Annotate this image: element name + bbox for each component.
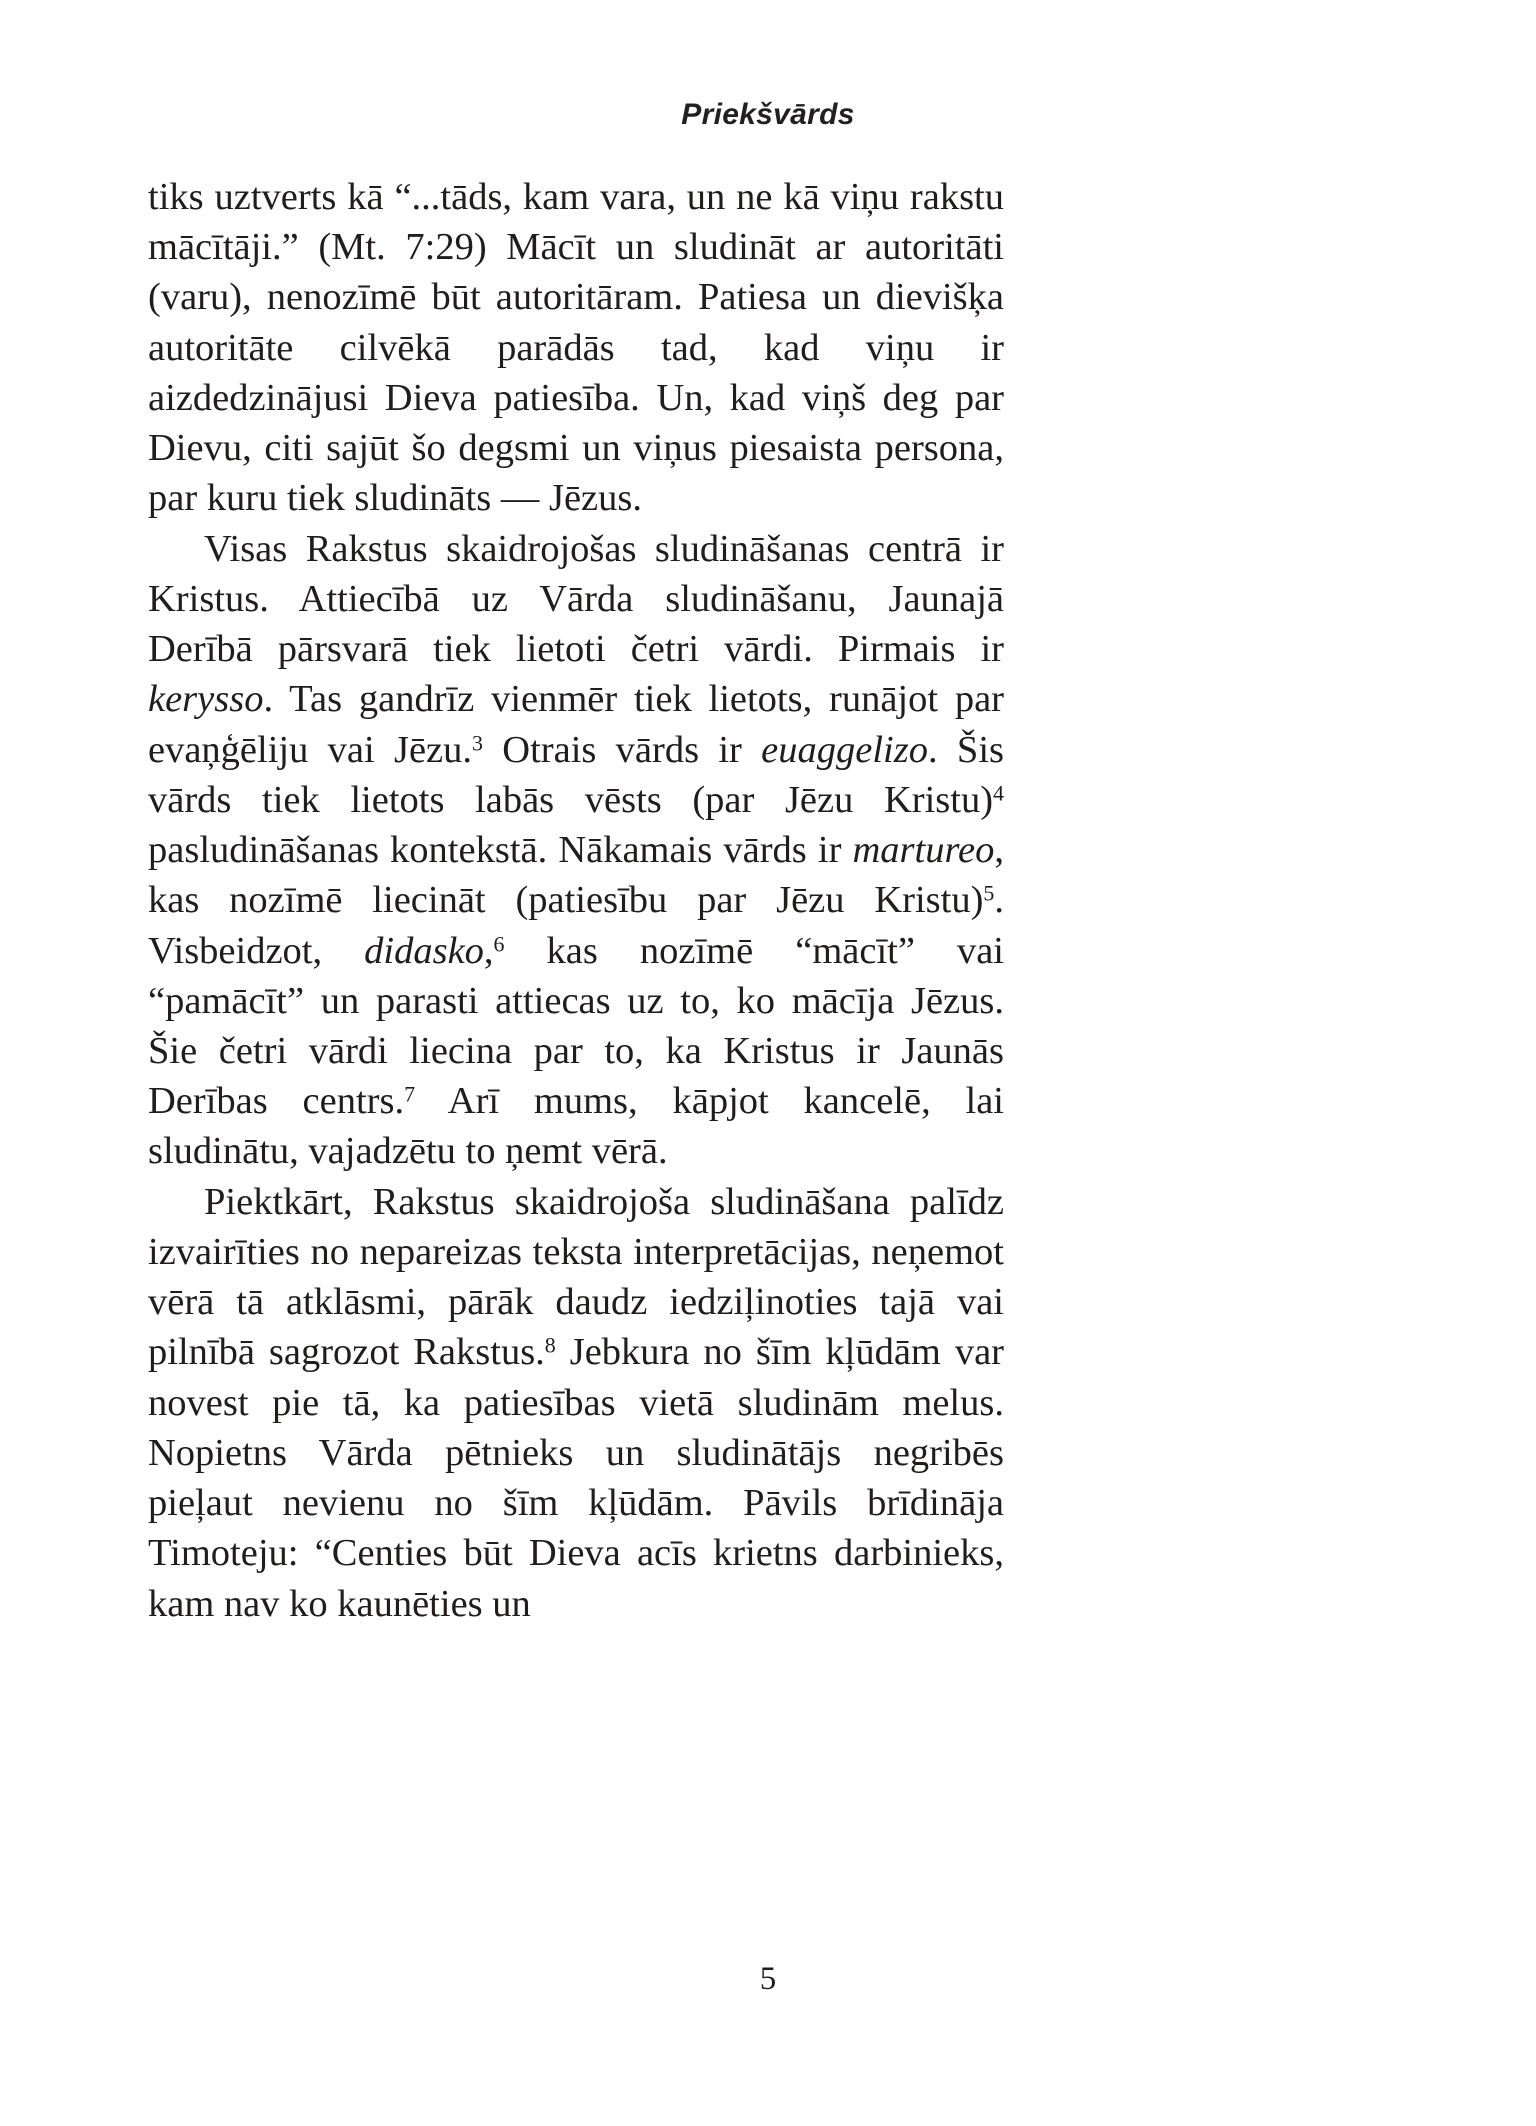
text-run: , kas nozīmē liecināt (patiesību par Jēzu Kristu) xyxy=(148,829,1004,922)
text-run: kas nozīmē “mācīt” vai “pamācīt” un parasti attiecas uz to, ko mācīja Jēzus. Šie četri vārdi liecina par to, ka Kristus ir Jaunās Derības centrs. xyxy=(148,929,1004,1123)
text-run: Arī mums, kāpjot kancelē, lai sludinātu, vajadzētu to ņemt vērā. xyxy=(148,1080,1005,1173)
footnote-marker[interactable]: 3 xyxy=(472,730,483,756)
footnote-marker[interactable]: 5 xyxy=(983,880,995,906)
text-run: Visas Rakstus skaidrojošas sludināšanas centrā ir Kristus. Attiecībā uz Vārda sludināšanu, Jaunajā Derībā pārsvarā tiek lietoti četri vārdi. Pirmais ir xyxy=(148,527,1004,671)
footnote-marker[interactable]: 8 xyxy=(544,1332,556,1358)
text-run: Jebkura no šīm kļūdām var novest pie tā, ka patiesības vietā sludinām melus. Nopietns Vārda pētnieks un sludinātājs negribēs pieļaut nevienu no šīm kļūdām. Pāvils brīdināja Timoteju: “Centies būt Dieva acīs krietns darbinieks, kam nav ko kaunēties un xyxy=(148,1331,1004,1625)
page-number: 5 xyxy=(759,1961,777,1997)
paragraph xyxy=(148,524,1004,1177)
paragraph xyxy=(148,1177,1004,1629)
running-head: Priekšvārds xyxy=(681,98,855,131)
footnote-marker[interactable]: 6 xyxy=(493,931,505,957)
text-run: , xyxy=(483,929,494,972)
text-run: . Tas gandrīz vienmēr tiek lietots, runājot par evaņģēliju vai Jēzu. xyxy=(148,678,1004,771)
text-run: Piektkārt, Rakstus skaidrojoša sludināšana palīdz izvairīties no nepareizas teksta interpretācijas, neņemot vērā tā atklāsmi, pārāk daudz iedziļinoties tajā vai pilnībā sagrozot Rakstus. xyxy=(148,1180,1004,1374)
text-run: tiks uztverts kā “...tāds, kam vara, un ne kā viņu rakstu mācītāji.” (Mt. 7:29) Mācīt un sludināt ar autoritāti (varu), nenozīmē būt autoritāram. Patiesa un dievišķa autoritāte cilvēkā parādās tad, kad viņu ir aizdedzinājusi Dieva patiesība. Un, kad viņš deg par Dievu, citi sajūt šo degsmi un viņus piesaista persona, par kuru tiek sludināts — Jēzus. xyxy=(148,176,1004,520)
text-column xyxy=(148,172,1004,1629)
footnote-marker[interactable]: 4 xyxy=(993,780,1004,806)
text-run: Otrais vārds ir xyxy=(482,728,762,771)
text-run: . Šis vārds tiek lietots labās vēsts (par Jēzu Kristu) xyxy=(148,728,1004,821)
italic-term: didasko xyxy=(364,929,484,972)
text-run: pasludināšanas kontekstā. Nākamais vārds ir xyxy=(148,829,853,872)
italic-term: euaggelizo xyxy=(761,728,928,771)
paragraph xyxy=(148,172,1004,524)
footnote-marker[interactable]: 7 xyxy=(404,1081,416,1107)
text-run: . Visbeidzot, xyxy=(148,879,1004,972)
italic-term: martureo xyxy=(852,829,995,872)
italic-term: kerysso xyxy=(148,678,264,721)
